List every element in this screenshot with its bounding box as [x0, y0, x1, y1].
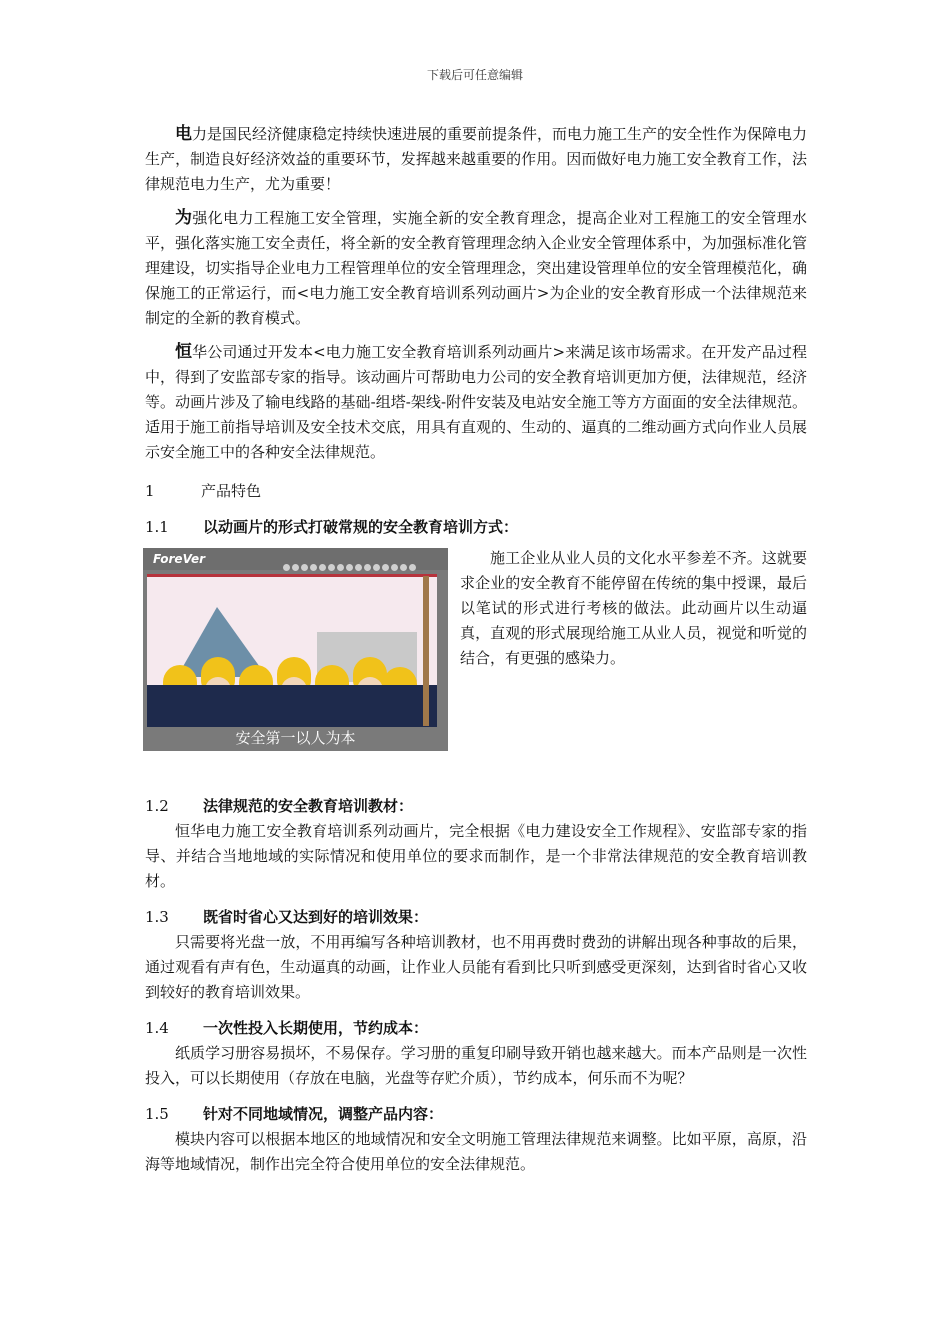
video-toolbar [143, 548, 448, 570]
page-header: 下载后可任意编辑 [426, 68, 523, 82]
figure-caption: 安全第一以人为本 [235, 729, 356, 747]
figure-row [145, 546, 807, 751]
lead-char: 为 [175, 208, 193, 228]
section-heading-1 [145, 479, 807, 504]
section-1-2-body: 恒华电力施工安全教育培训系列动画片，完全根据《电力建设安全工作规程》、安监部专家的指导、并结合当地地域的实际情况和使用单位的要求而制作，是一个非常法律规范的安全教育培训教材。 [145, 822, 807, 890]
section-1-5-body: 模块内容可以根据本地区的地域情况和安全文明施工管理法律规范来调整。比如平原，高原，沿海等地域情况，制作出完全符合使用单位的安全法律规范。 [145, 1130, 807, 1173]
section-title: 以动画片的形式打破常规的安全教育培训方式： [203, 518, 519, 536]
section-heading-1-4 [145, 1016, 807, 1041]
lead-char: 电 [175, 124, 192, 144]
section-heading-1-1 [145, 515, 807, 540]
section-title: 产品特色 [201, 482, 262, 500]
section-title: 针对不同地域情况，调整产品内容： [203, 1105, 444, 1123]
section-number: 1.4 [145, 1019, 169, 1037]
lead-char: 恒 [175, 342, 193, 362]
intro-paragraph-2 [145, 206, 807, 331]
section-1-4-body: 纸质学习册容易损坏，不易保存。学习册的重复印刷导致开销也越来越大。而本产品则是一次性投入，可以长期使用（存放在电脑，光盘等存贮介质），节约成本，何乐而不为呢？ [145, 1044, 807, 1087]
intro-paragraph-3 [145, 340, 807, 465]
section-1-1-body: 施工企业从业人员的文化水平参差不齐。这就要求企业的安全教育不能停留在传统的集中授课，最后以笔试的形式进行考核的做法。此动画片以生动逼真，直观的形式展现给施工从业人员，视觉和听觉的结合，有更强的感染力。 [460, 549, 807, 667]
workers-uniforms [147, 685, 437, 727]
section-number: 1.5 [145, 1105, 169, 1123]
paragraph-text: 强化电力工程施工安全管理，实施全新的安全教育理念，提高企业对工程施工的安全管理水平，强化落实施工安全责任，将全新的安全教育管理理念纳入企业安全管理体系中，为加强标准化管理建设，切实指导企业电力工程管理单位的安全管理理念，突出建设管理单位的安全管理模范化，确保施工的正常运行，而<电力施工安全教育培训系列动画片>为企业的安全教育形成一个法律规范来制定的全新的教育模式。 [145, 209, 807, 327]
section-heading-1-2 [145, 794, 807, 819]
animation-screenshot [143, 548, 448, 751]
section-heading-1-3 [145, 905, 807, 930]
section-number: 1.2 [145, 797, 169, 815]
section-title: 既省时省心又达到好的培训效果： [203, 908, 429, 926]
document-body [145, 122, 807, 1177]
pole-illustration [423, 576, 429, 726]
forever-logo: ForeVer [153, 552, 206, 566]
section-number: 1.3 [145, 908, 169, 926]
section-heading-1-5 [145, 1102, 807, 1127]
section-number: 1.1 [145, 518, 169, 536]
section-title: 法律规范的安全教育培训教材： [203, 797, 414, 815]
section-number: 1 [145, 482, 155, 500]
section-1-3-body: 只需要将光盘一放，不用再编写各种培训教材，也不用再费时费劲的讲解出现各种事故的后果，通过观看有声有色，生动逼真的动画，让作业人员能有看到比只听到感受更深刻，达到省时省心又收到较好的教育培训效果。 [145, 933, 807, 1001]
chapter-dots [283, 556, 418, 575]
intro-paragraph-1 [145, 122, 807, 197]
paragraph-text: 力是国民经济健康稳定持续快速进展的重要前提条件，而电力施工生产的安全性作为保障电力生产，制造良好经济效益的重要环节，发挥越来越重要的作用。因而做好电力施工安全教育工作，法律规范电力生产，尤为重要！ [145, 125, 808, 193]
section-title: 一次性投入长期使用，节约成本： [203, 1019, 429, 1037]
paragraph-text: 华公司通过开发本<电力施工安全教育培训系列动画片>来满足该市场需求。在开发产品过程中，得到了安监部专家的指导。该动画片可帮助电力公司的安全教育培训更加方便，法律规范，经济等。动画片涉及了输电线路的基础-组塔-架线-附件安装及电站安全施工等方方面面的安全法律规范。适用于施工前指导培训及安全技术交底，用具有直观的、生动的、逼真的二维动画方式向作业人员展示安全施工中的各种安全法律规范。 [145, 343, 807, 461]
scene-background [147, 574, 437, 727]
